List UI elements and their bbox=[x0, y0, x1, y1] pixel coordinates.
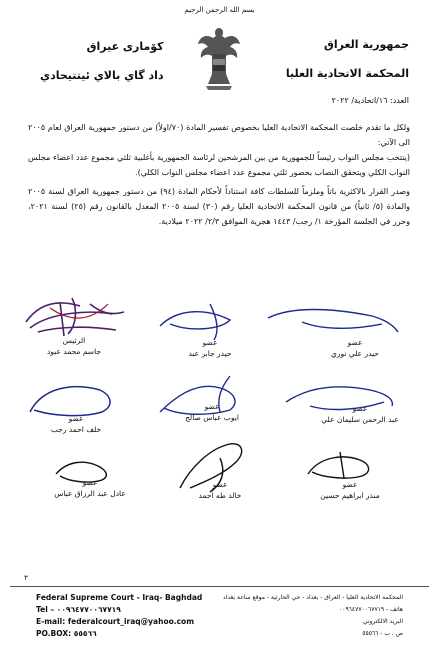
footer-pobox-en: PO.BOX: ٥٥٥٦٦ bbox=[36, 629, 97, 638]
signature-name: عبد الرحمن سليمان علي bbox=[321, 415, 399, 424]
footer-email-en: E-mail: federalcourt_iraq@yahoo.com bbox=[36, 617, 195, 626]
signature-title: عضو bbox=[352, 404, 368, 413]
footer-phone-ar: هاتف - ٠٠٩٦٤٧٧٠٠٦٧٧١٩ bbox=[339, 606, 403, 613]
header-country: جمهورية العراق bbox=[324, 38, 409, 51]
header-arabic bbox=[286, 38, 409, 80]
signature-member bbox=[300, 404, 420, 424]
signature-member bbox=[40, 478, 140, 498]
signature-name: عادل عبد الرزاق عباس bbox=[54, 489, 126, 498]
header-country-kurdish: كۆماری عیراق bbox=[86, 40, 164, 53]
president-signature bbox=[20, 292, 130, 342]
signature-member bbox=[170, 338, 250, 358]
signature-name: خالد طه احمد bbox=[198, 491, 242, 500]
eagle-emblem-icon bbox=[196, 24, 242, 92]
signature-title: عضو bbox=[202, 338, 218, 347]
signature-title: عضو bbox=[347, 338, 363, 347]
header-kurdish bbox=[40, 40, 164, 82]
footer-phone-en: Tel – ٠٠٩٦٤٧٧٠٠٦٧٧١٩ bbox=[36, 605, 121, 614]
signature-title: عضو bbox=[204, 402, 220, 411]
signature-title: عضو bbox=[342, 480, 358, 489]
header-court: المحكمة الاتحادية العليا bbox=[285, 67, 409, 80]
signature-president bbox=[34, 336, 114, 356]
page-number: ٣ bbox=[24, 574, 28, 582]
header-court-kurdish: داد گاي بالاي ئيتتيحادي bbox=[40, 69, 164, 82]
footer-court-en: Federal Supreme Court - Iraq- Baghdad bbox=[36, 593, 203, 602]
signature-member bbox=[300, 338, 410, 358]
member-signature bbox=[262, 300, 402, 342]
paragraph-ruling: (ينتخب مجلس النواب رئيساً للجمهورية من بين المرشحين لرئاسة الجمهورية بأغلبية ثلثي مجموع عدد اعضاء مجلس النواب الكلي ويتحقق النصاب بحضور ثلثي مجموع عدد اعضاء مجلس النواب الكلي). bbox=[28, 153, 410, 177]
footer-court-ar: المحكمة الاتحادية العليا - العراق - بغداد - حي الحارثية - موقع ساعة بغداد bbox=[223, 594, 403, 601]
footer-email-ar: البريد الالكتروني bbox=[362, 618, 403, 625]
basmala: بسم الله الرحمن الرحيم bbox=[184, 6, 255, 14]
document-number: العدد: ١٦/اتحادية/ ٢٠٢٢ bbox=[331, 96, 409, 105]
footer-pobox-ar: ص . ب - ٥٥٥٦٦ bbox=[362, 630, 403, 637]
signature-member bbox=[180, 480, 260, 500]
signature-title: الرئيس bbox=[62, 336, 86, 345]
signature-name: حيدر جابر عبد bbox=[188, 349, 232, 358]
member-signature bbox=[150, 296, 250, 344]
signature-name: منذر ابراهيم حسين bbox=[320, 491, 380, 500]
paragraph-intro: ولكل ما تقدم خلصت المحكمة الاتحادية العليا بخصوص تفسير المادة (٧٠/اولاً) من دستور جمهورية العراق لعام ٢٠٠٥ الى الآتي: bbox=[28, 123, 411, 147]
signature-name: ايوب عباس صالح bbox=[185, 413, 239, 422]
paragraph-issuance: وصدر القرار بالاكثرية باتاً وملزماً للسلطات كافة استناداً لأحكام المادة (٩٤) من دستور جمهورية العراق لسنة ٢٠٠٥ والمادة (٥/ ثانياً) من قانون المحكمة الاتحادية العليا رقم (٣٠) لسنة ٢٠٠٥ المعدل بالقانون رقم (٢٥) لسنة ٢٠٢١، وحرر في الجلسة المؤرخة ١/ رجب/ ١٤٤٣ هجرية الموافق ٢/٣/ ٢٠٢٢ ميلادية. bbox=[28, 187, 411, 226]
signature-member bbox=[172, 402, 252, 422]
signature-name: خلف احمد رجب bbox=[50, 425, 102, 434]
signature-title: عضو bbox=[68, 414, 84, 423]
footer-divider bbox=[10, 586, 429, 587]
footer-arabic bbox=[223, 592, 403, 640]
signature-member bbox=[300, 480, 400, 500]
signature-member bbox=[36, 414, 116, 434]
footer-english bbox=[36, 592, 202, 640]
member-signature bbox=[300, 448, 380, 484]
signature-name: جاسم محمد عبود bbox=[46, 347, 102, 356]
signature-name: حيدر علي نوري bbox=[331, 349, 379, 358]
signature-title: عضو bbox=[82, 478, 98, 487]
signature-title: عضو bbox=[212, 480, 228, 489]
decision-body bbox=[28, 120, 410, 229]
